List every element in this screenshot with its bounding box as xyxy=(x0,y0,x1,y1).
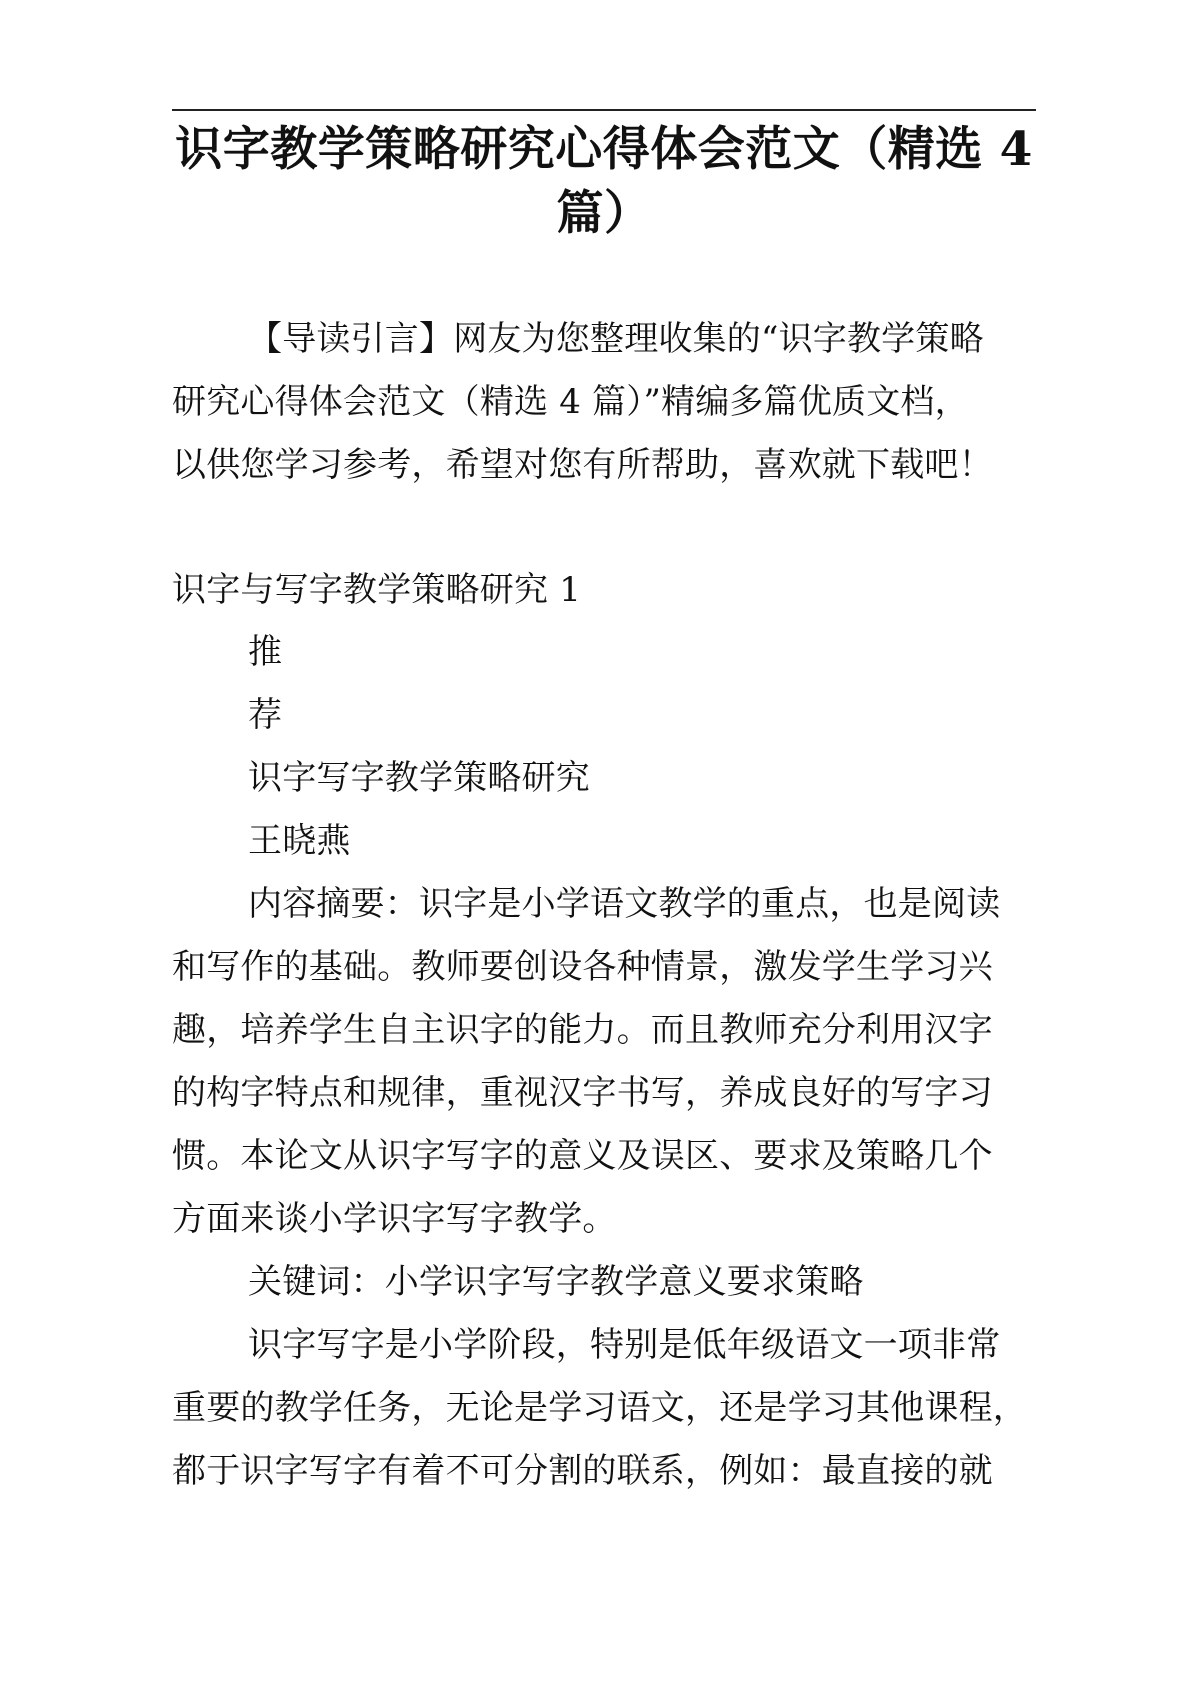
content-line: 趣，培养学生自主识字的能力。而且教师充分利用汉字 xyxy=(172,1010,993,1050)
content-line: 的构字特点和规律，重视汉字书写，养成良好的写字习 xyxy=(172,1073,993,1113)
top-rule-divider xyxy=(172,109,1036,111)
content-line: 方面来谈小学识字写字教学。 xyxy=(172,1199,617,1239)
content-line: 荐 xyxy=(248,695,283,735)
content-line: 内容摘要：识字是小学语文教学的重点，也是阅读 xyxy=(248,884,1001,924)
content-line: 都于识字写字有着不可分割的联系，例如：最直接的就 xyxy=(172,1451,993,1491)
section-heading-text: 识字与写字教学策略研究 1 xyxy=(172,570,582,610)
intro-paragraph xyxy=(172,308,1036,497)
content-line: 王晓燕 xyxy=(248,821,351,861)
document-title xyxy=(172,118,1036,246)
content-body xyxy=(172,621,1036,1503)
content-line: 惯。本论文从识字写字的意义及误区、要求及策略几个 xyxy=(172,1136,993,1176)
content-line: 和写作的基础。教师要创设各种情景，激发学生学习兴 xyxy=(172,947,993,987)
content-line: 识字写字教学策略研究 xyxy=(248,758,590,798)
content-line: 关键词：小学识字写字教学意义要求策略 xyxy=(248,1262,864,1302)
intro-line: 【导读引言】网友为您整理收集的“识字教学策略 xyxy=(248,319,984,359)
title-line: 识字教学策略研究心得体会范文（精选 4 xyxy=(175,122,1033,177)
intro-line: 以供您学习参考，希望对您有所帮助，喜欢就下载吧！ xyxy=(172,445,993,485)
title-line: 篇） xyxy=(556,186,652,241)
section-heading xyxy=(172,559,1036,622)
content-line: 识字写字是小学阶段，特别是低年级语文一项非常 xyxy=(248,1325,1001,1365)
intro-line: 研究心得体会范文（精选 4 篇）”精编多篇优质文档， xyxy=(172,382,969,422)
content-line: 推 xyxy=(248,632,283,672)
content-line: 重要的教学任务，无论是学习语文，还是学习其他课程， xyxy=(172,1388,1027,1428)
